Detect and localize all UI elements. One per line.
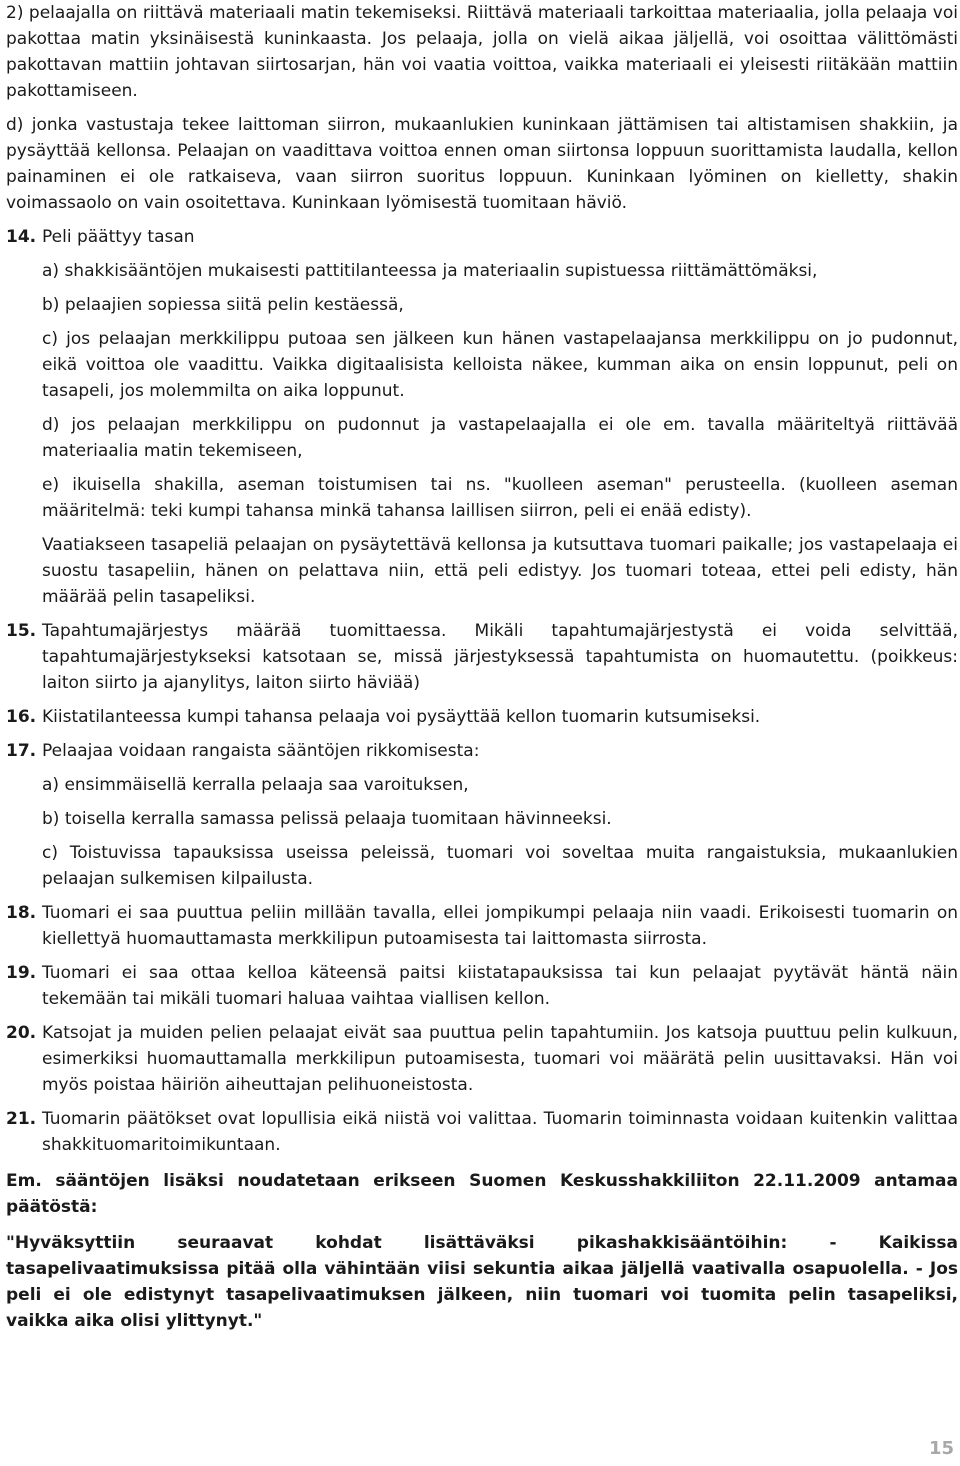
rule-text: Tuomarin päätökset ovat lopullisia eikä niistä voi valittaa. Tuomarin toiminnasta voidaan kuitenkin valittaa shakkituomaritoimikuntaan. [42, 1109, 958, 1155]
rule-text: Tuomari ei saa ottaa kelloa käteensä paitsi kiistatapauksissa tai kun pelaajat pyytävät häntä näin tekemään tai mikäli tuomari haluaa vaihtaa viallisen kellon. [42, 963, 958, 1009]
rule-18 [6, 900, 958, 952]
rule-14-item-d: d) jos pelaajan merkkilippu on pudonnut ja vastapelaajalla ei ole em. tavalla määriteltyä riittävää materiaalia matin tekemiseen, [42, 415, 958, 461]
rule-number: 15. [6, 621, 37, 641]
rule-17 [6, 738, 958, 764]
rule-16 [6, 704, 958, 730]
paragraph-item-2: 2) pelaajalla on riittävä materiaali matin tekemiseksi. Riittävä materiaali tarkoittaa materiaalia, jolla pelaaja voi pakottaa matin yksinäisestä kuninkaasta. Jos pelaaja, jolla on vielä aikaa jäljellä, voi osoittaa välittömästi pakottavan mattiin johtavan siirtosarjan, hän voi vaatia voittoa, vaikka materiaali ei yleisesti riitäkään mattiin pakottamiseen. [6, 3, 958, 101]
rule-14-item-e: e) ikuisella shakilla, aseman toistumisen tai ns. "kuolleen aseman" perusteella. (kuolleen aseman määritelmä: teki kumpi tahansa minkä tahansa laillisen siirron, peli ei enää edisty). [42, 475, 958, 521]
paragraph-item-d: d) jonka vastustaja tekee laittoman siirron, mukaanlukien kuninkaan jättämisen tai altistamisen shakkiin, ja pysäyttää kellonsa. Pelaajan on vaadittava voittoa ennen oman siirtonsa loppuun suorittamista laudalla, kellon painaminen ei ole ratkaiseva, vaan siirron suoritus loppuun. Kuninkaan lyöminen on kielletty, shakin voimassaolo on vain osoitettava. Kuninkaan lyömisestä tuomitaan häviö. [6, 115, 958, 213]
rule-20 [6, 1020, 958, 1098]
rule-number: 20. [6, 1023, 37, 1043]
rule-14-item-b: b) pelaajien sopiessa siitä pelin kestäessä, [42, 295, 404, 315]
rule-14-item-c: c) jos pelaajan merkkilippu putoaa sen jälkeen kun hänen vastapelaajansa merkkilippu on jo pudonnut, eikä voittoa ole vaadittu. Vaikka digitaalisista kelloista näkee, kumman aika on ensin loppunut, peli on tasapeli, jos molemmilta on aika loppunut. [42, 329, 958, 401]
rule-14-note: Vaatiakseen tasapeliä pelaajan on pysäytettävä kellonsa ja kutsuttava tuomari paikalle; jos vastapelaaja ei suostu tasapeliin, hänen on pelattava niin, että peli edistyy. Jos tuomari toteaa, ettei peli edisty, hän määrää pelin tasapeliksi. [42, 535, 958, 607]
addendum-quote: "Hyväksyttiin seuraavat kohdat lisättäväksi pikashakkisääntöihin: - Kaikissa tasapelivaatimuksissa pitää olla vähintään viisi sekuntia aikaa jäljellä vaativalla osapuolella. - Jos peli ei ole edistynyt tasapelivaatimuksen jälkeen, niin tuomari voi tuomita pelin tasapeliksi, vaikka aika olisi ylittynyt." [6, 1233, 958, 1331]
rule-number: 16. [6, 707, 37, 727]
rule-17-item-b: b) toisella kerralla samassa pelissä pelaaja tuomitaan hävinneeksi. [42, 809, 612, 829]
document-page [6, 0, 958, 1334]
rule-text: Katsojat ja muiden pelien pelaajat eivät saa puuttua pelin tapahtumiin. Jos katsoja puuttuu pelin kulkuun, esimerkiksi huomauttamalla merkkilipun putoamisesta, tuomari voi määrätä pelin uusittavaksi. Hän voi myös poistaa häiriön aiheuttajan pelihuoneistosta. [42, 1023, 958, 1095]
rule-text: Tuomari ei saa puuttua peliin millään tavalla, ellei jompikumpi pelaaja niin vaadi. Erikoisesti tuomarin on kiellettyä huomauttamasta merkkilipun putoamisesta tai laittomasta siirrosta. [42, 903, 958, 949]
page-number: 15 [928, 1438, 954, 1459]
rule-text: Pelaajaa voidaan rangaista sääntöjen rikkomisesta: [42, 741, 480, 761]
addendum-intro: Em. sääntöjen lisäksi noudatetaan erikseen Suomen Keskusshakkiliiton 22.11.2009 antamaa päätöstä: [6, 1171, 958, 1217]
rule-15 [6, 618, 958, 696]
rule-21 [6, 1106, 958, 1158]
rule-text: Peli päättyy tasan [42, 227, 195, 247]
rule-number: 17. [6, 741, 37, 761]
rule-number: 21. [6, 1109, 37, 1129]
rule-text: Kiistatilanteessa kumpi tahansa pelaaja voi pysäyttää kellon tuomarin kutsumiseksi. [42, 707, 761, 727]
rule-text: Tapahtumajärjestys määrää tuomittaessa. Mikäli tapahtumajärjestystä ei voida selvittää, tapahtumajärjestykseksi katsotaan se, missä järjestyksessä tapahtumista on huomautettu. (poikkeus: laiton siirto ja ajanylitys, laiton siirto häviää) [42, 621, 958, 693]
rule-14-item-a: a) shakkisääntöjen mukaisesti pattitilanteessa ja materiaalin supistuessa riittämättömäksi, [42, 261, 818, 281]
rule-number: 18. [6, 903, 37, 923]
rule-17-item-c: c) Toistuvissa tapauksissa useissa peleissä, tuomari voi soveltaa muita rangaistuksia, mukaanlukien pelaajan sulkemisen kilpailusta. [42, 843, 958, 889]
rule-19 [6, 960, 958, 1012]
rule-17-item-a: a) ensimmäisellä kerralla pelaaja saa varoituksen, [42, 775, 469, 795]
rule-number: 19. [6, 963, 37, 983]
rule-number: 14. [6, 227, 37, 247]
rule-14 [6, 224, 958, 250]
